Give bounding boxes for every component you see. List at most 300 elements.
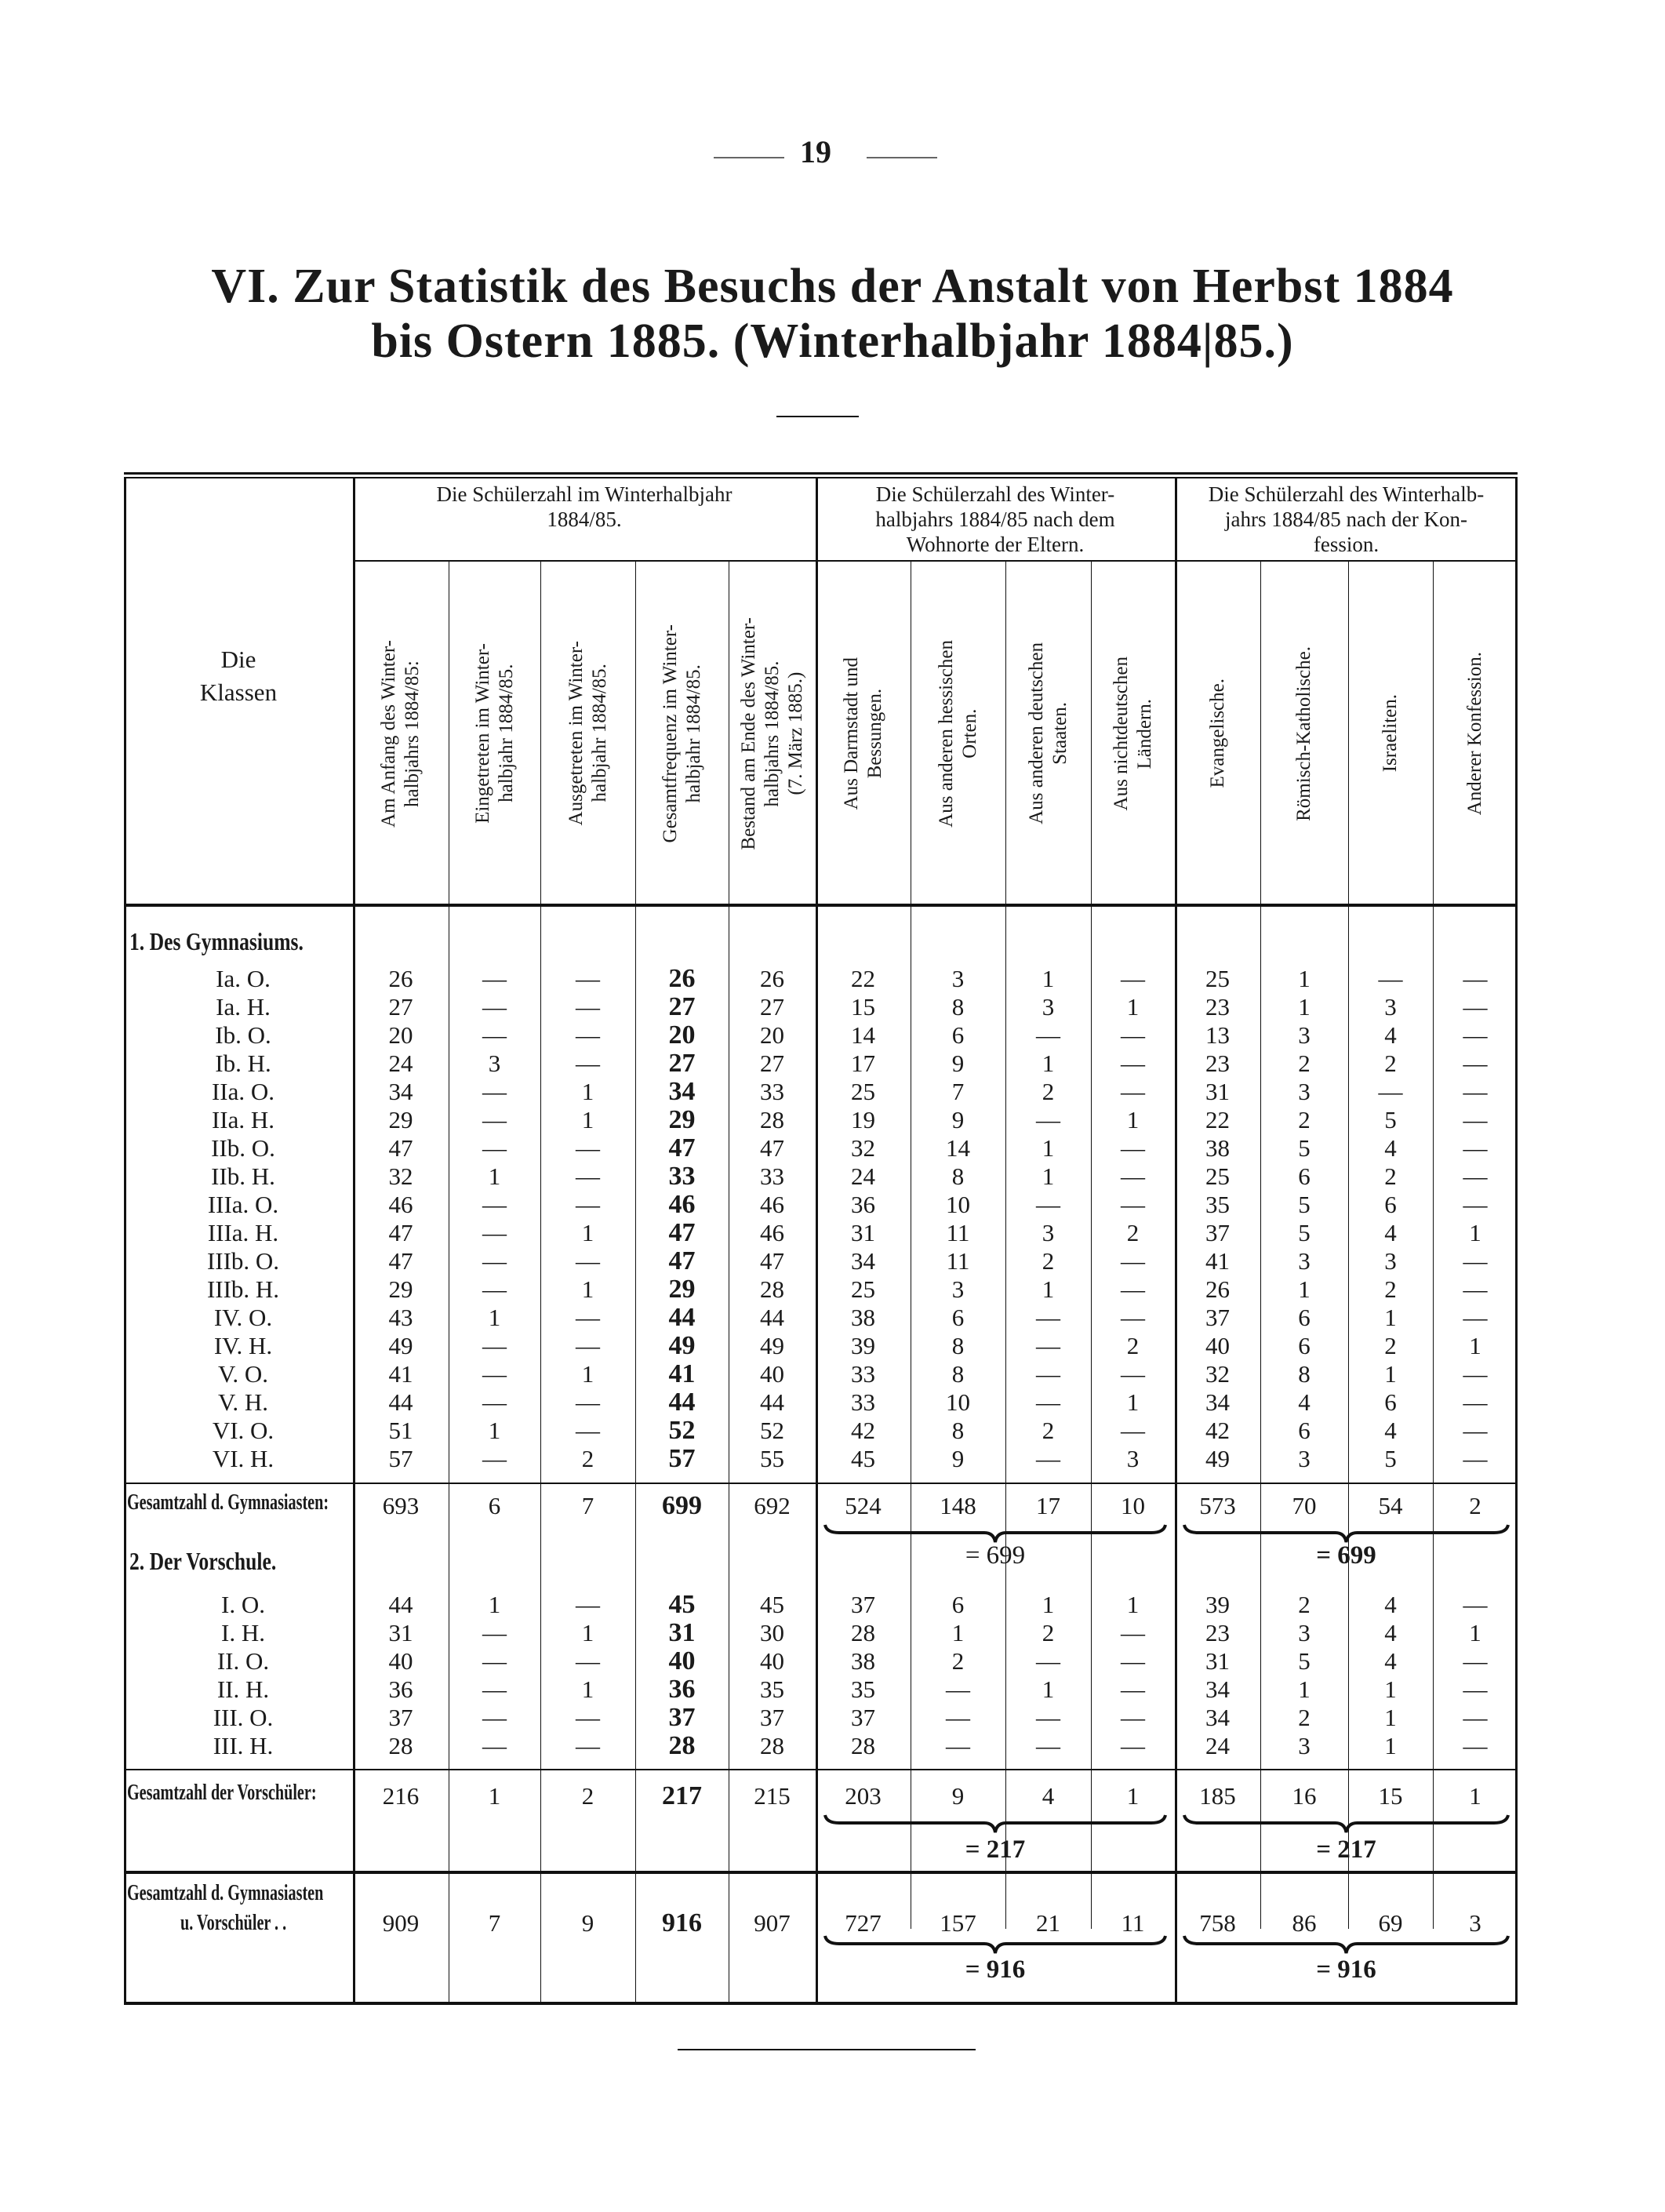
table-cell: 3: [1384, 1247, 1397, 1275]
table-cell: —: [482, 1445, 507, 1472]
table-cell: —: [1378, 965, 1403, 992]
column-divider: [1433, 1874, 1434, 1929]
table-cell: 1: [581, 1219, 594, 1246]
table-cell: 2: [1384, 1162, 1397, 1190]
table-cell: —: [1121, 1050, 1145, 1077]
table-cell: 215: [754, 1782, 791, 1810]
table-cell: 46: [760, 1219, 784, 1246]
table-cell: 44: [760, 1388, 784, 1416]
column-header: [1091, 565, 1175, 902]
table-cell: 52: [668, 1416, 696, 1445]
table-cell: 2: [1126, 1219, 1140, 1246]
class-label: Ib. O.: [215, 1021, 271, 1049]
table-cell: 2: [1469, 1492, 1481, 1519]
table-cell: —: [576, 1134, 600, 1162]
table-cell: 34: [1205, 1675, 1230, 1703]
table-cell: 909: [382, 1909, 420, 1937]
table-cell: —: [482, 1134, 507, 1162]
table-cell: —: [482, 1732, 507, 1759]
table-cell: —: [1121, 1134, 1145, 1162]
table-cell: —: [576, 1388, 600, 1416]
table-cell: 27: [760, 993, 784, 1021]
table-cell: 1: [488, 1591, 501, 1618]
table-cell: 31: [668, 1618, 696, 1647]
table-cell: 11: [1121, 1909, 1145, 1937]
column-header: [353, 565, 449, 902]
table-cell: —: [1463, 1021, 1488, 1049]
table-cell: 1: [581, 1360, 594, 1388]
table-cell: 47: [760, 1134, 784, 1162]
table-cell: 38: [1205, 1134, 1230, 1162]
table-cell: 29: [388, 1106, 413, 1133]
table-cell: 1: [581, 1619, 594, 1646]
table-cell: 38: [851, 1647, 875, 1675]
table-cell: 86: [1292, 1909, 1317, 1937]
table-cell: —: [1463, 1106, 1488, 1133]
column-divider: [1260, 1874, 1261, 1929]
table-cell: 23: [1205, 1619, 1230, 1646]
table-cell: 2: [581, 1445, 594, 1472]
table-cell: 3: [1298, 1732, 1311, 1759]
table-cell: 28: [760, 1275, 784, 1303]
table-cell: —: [482, 1360, 507, 1388]
table-cell: 2: [1042, 1417, 1055, 1444]
table-cell: 36: [851, 1191, 875, 1218]
table-cell: 69: [1378, 1909, 1403, 1937]
table-cell: 37: [851, 1704, 875, 1731]
table-cell: 1: [1042, 1050, 1055, 1077]
column-header-label: Am Anfang des Winter- halbjahrs 1884/85:: [378, 639, 423, 828]
table-cell: 37: [388, 1704, 413, 1731]
table-cell: —: [576, 1732, 600, 1759]
table-cell: 1: [1469, 1219, 1481, 1246]
table-cell: 25: [1205, 965, 1230, 992]
table-cell: 1: [1384, 1675, 1397, 1703]
table-cell: —: [1463, 1675, 1488, 1703]
table-cell: 5: [1298, 1647, 1311, 1675]
column-header-label: Anderer Konfession.: [1464, 651, 1485, 816]
table-cell: 13: [1205, 1021, 1230, 1049]
table-cell: 1: [1384, 1732, 1397, 1759]
table-cell: 5: [1298, 1191, 1311, 1218]
brace-icon: [823, 1934, 1167, 1955]
table-cell: 2: [581, 1782, 594, 1810]
class-label: VI. H.: [212, 1445, 274, 1472]
table-cell: 52: [760, 1417, 784, 1444]
table-cell: 24: [851, 1162, 875, 1190]
table-cell: —: [482, 1078, 507, 1105]
table-cell: 2: [1042, 1247, 1055, 1275]
class-label: Ib. H.: [215, 1050, 271, 1077]
table-cell: —: [482, 1106, 507, 1133]
table-cell: 1: [1042, 1675, 1055, 1703]
table-cell: 8: [951, 993, 965, 1021]
table-cell: 49: [1205, 1445, 1230, 1472]
table-cell: 46: [388, 1191, 413, 1218]
class-label: IIIa. H.: [207, 1219, 279, 1246]
column-header-label: Bestand am Ende des Winter- halbjahrs 1884/85. (7. März 1885.): [737, 617, 806, 850]
column-header: [1175, 565, 1260, 902]
class-label: I. H.: [221, 1619, 265, 1646]
table-cell: 28: [668, 1731, 696, 1760]
table-cell: 1: [581, 1675, 594, 1703]
table-cell: —: [1121, 1191, 1145, 1218]
table-cell: 11: [946, 1247, 970, 1275]
table-cell: —: [1463, 965, 1488, 992]
table-cell: —: [482, 1219, 507, 1246]
table-cell: 9: [951, 1445, 965, 1472]
table-cell: —: [482, 1021, 507, 1049]
table-cell: 30: [760, 1619, 784, 1646]
table-cell: 20: [668, 1021, 696, 1050]
column-group-header: Die Schülerzahl im Winterhalbjahr 1884/85.: [436, 482, 733, 531]
table-cell: 26: [1205, 1275, 1230, 1303]
table-cell: —: [1463, 1304, 1488, 1331]
table-cell: 1: [1298, 965, 1311, 992]
column-divider: [1348, 1874, 1349, 1929]
table-cell: 3: [1384, 993, 1397, 1021]
table-cell: 2: [1384, 1332, 1397, 1359]
table-cell: 6: [951, 1591, 965, 1618]
table-cell: —: [1121, 1021, 1145, 1049]
table-cell: 23: [1205, 993, 1230, 1021]
table-cell: —: [1463, 993, 1488, 1021]
table-cell: —: [1036, 1106, 1060, 1133]
table-cell: 40: [668, 1646, 696, 1675]
class-label: Ia. O.: [216, 965, 271, 992]
table-cell: 23: [1205, 1050, 1230, 1077]
table-cell: 9: [951, 1106, 965, 1133]
section-label: 2. Der Vorschule.: [129, 1547, 277, 1575]
table-cell: 1: [1384, 1304, 1397, 1331]
table-cell: 26: [388, 965, 413, 992]
table-cell: 37: [668, 1703, 696, 1732]
class-label: IIIb. O.: [206, 1247, 280, 1275]
table-cell: 49: [760, 1332, 784, 1359]
table-cell: 31: [1205, 1078, 1230, 1105]
table-cell: 25: [851, 1078, 875, 1105]
class-label: V. O.: [217, 1360, 269, 1388]
table-cell: 7: [581, 1492, 594, 1519]
table-cell: —: [576, 1304, 600, 1331]
table-cell: 1: [581, 1078, 594, 1105]
header-bottom-rule: [124, 904, 1518, 907]
column-divider: [1091, 1874, 1092, 1929]
table-cell: 22: [1205, 1106, 1230, 1133]
table-cell: —: [1463, 1247, 1488, 1275]
table-cell: 25: [851, 1275, 875, 1303]
column-header-label: Eingetreten im Winter- halbjahr 1884/85.: [471, 643, 517, 824]
table-cell: 2: [1298, 1704, 1311, 1731]
table-cell: 40: [760, 1360, 784, 1388]
table-cell: 32: [1205, 1360, 1230, 1388]
table-cell: 37: [1205, 1304, 1230, 1331]
grand-total-label: Gesamtzahl d. Gymnasiasten: [127, 1881, 324, 1905]
column-header: [729, 565, 816, 902]
class-label: V. H.: [217, 1388, 269, 1416]
table-cell: —: [1463, 1360, 1488, 1388]
table-cell: —: [1463, 1732, 1488, 1759]
table-cell: —: [576, 965, 600, 992]
table-cell: —: [1121, 1647, 1145, 1675]
table-cell: 43: [388, 1304, 413, 1331]
table-cell: 49: [388, 1332, 413, 1359]
class-label: IIa. H.: [211, 1106, 275, 1133]
table-cell: 57: [668, 1444, 696, 1473]
table-cell: 1: [1469, 1619, 1481, 1646]
table-cell: 1: [1042, 965, 1055, 992]
column-header-label: Aus anderen deutschen Staaten.: [1025, 642, 1071, 824]
table-cell: —: [946, 1732, 970, 1759]
table-cell: 8: [951, 1360, 965, 1388]
table-cell: 55: [760, 1445, 784, 1472]
table-cell: 157: [940, 1909, 976, 1937]
table-cell: 2: [1384, 1275, 1397, 1303]
table-cell: 1: [1469, 1782, 1481, 1810]
table-cell: —: [576, 1647, 600, 1675]
table-cell: 6: [1384, 1191, 1397, 1218]
column-header-label: Aus anderen hessischen Orten.: [935, 639, 980, 828]
table-cell: 37: [1205, 1219, 1230, 1246]
table-cell: 36: [388, 1675, 413, 1703]
table-cell: 40: [1205, 1332, 1230, 1359]
confession-brace: [1183, 1934, 1510, 1955]
class-label: IIa. O.: [211, 1078, 275, 1105]
table-cell: 33: [760, 1162, 784, 1190]
table-cell: 33: [851, 1388, 875, 1416]
table-cell: 47: [388, 1134, 413, 1162]
table-cell: 4: [1384, 1219, 1397, 1246]
table-cell: —: [482, 1275, 507, 1303]
table-cell: 3: [1042, 1219, 1055, 1246]
column-header-label: Aus nichtdeutschen Ländern.: [1110, 656, 1155, 811]
table-cell: 9: [581, 1909, 594, 1937]
table-cell: 3: [1298, 1247, 1311, 1275]
table-cell: 26: [760, 965, 784, 992]
table-cell: —: [1121, 1304, 1145, 1331]
table-bottom-rule: [124, 2002, 1518, 2005]
table-cell: 19: [851, 1106, 875, 1133]
table-cell: 28: [760, 1106, 784, 1133]
column-header: [911, 565, 1005, 902]
table-cell: 8: [951, 1417, 965, 1444]
class-label: IIIb. H.: [206, 1275, 280, 1303]
class-label: VI. O.: [212, 1417, 274, 1444]
title-line-1: VI. Zur Statistik des Besuchs der Anstalt von Herbst 1884: [211, 260, 1454, 313]
table-cell: 203: [845, 1782, 882, 1810]
table-cell: —: [1463, 1445, 1488, 1472]
table-top-rule-inner: [124, 477, 1518, 478]
sum-value: = 217: [965, 1835, 1026, 1864]
column-header: [449, 565, 540, 902]
table-cell: —: [1036, 1021, 1060, 1049]
column-header: [1260, 565, 1348, 902]
table-cell: 28: [760, 1732, 784, 1759]
table-cell: 5: [1384, 1106, 1397, 1133]
table-cell: 727: [845, 1909, 882, 1937]
title-line-2: bis Ostern 1885. (Winterhalbjahr 1884|85.): [371, 315, 1294, 368]
table-cell: —: [1121, 1619, 1145, 1646]
table-cell: —: [1036, 1388, 1060, 1416]
residence-brace: [823, 1814, 1167, 1834]
table-cell: 1: [488, 1782, 501, 1810]
column-group-header: Die Schülerzahl des Winterhalb- jahrs 1884/85 nach der Kon- fession.: [1208, 482, 1485, 556]
table-cell: —: [1463, 1388, 1488, 1416]
column-header: [540, 565, 635, 902]
table-cell: 3: [1042, 993, 1055, 1021]
table-cell: 5: [1298, 1134, 1311, 1162]
sum-value: = 916: [1316, 1956, 1376, 1984]
table-cell: 47: [388, 1247, 413, 1275]
table-cell: —: [1463, 1078, 1488, 1105]
table-cell: 3: [1298, 1445, 1311, 1472]
table-cell: 7: [951, 1078, 965, 1105]
table-cell: 35: [1205, 1191, 1230, 1218]
table-cell: —: [576, 993, 600, 1021]
table-cell: 24: [388, 1050, 413, 1077]
table-cell: 31: [388, 1619, 413, 1646]
column-header-label: Ausgetreten im Winter- halbjahr 1884/85.: [565, 641, 610, 826]
table-cell: —: [1121, 1078, 1145, 1105]
table-cell: 29: [388, 1275, 413, 1303]
table-cell: 6: [1298, 1417, 1311, 1444]
column-header: [1005, 565, 1091, 902]
table-cell: 49: [668, 1331, 696, 1360]
table-cell: 6: [1298, 1162, 1311, 1190]
total-label: Gesamtzahl d. Gymnasiasten:: [127, 1490, 329, 1515]
brace-icon: [823, 1814, 1167, 1834]
class-label: II. H.: [216, 1675, 270, 1703]
table-cell: 44: [668, 1303, 696, 1332]
table-cell: —: [482, 1647, 507, 1675]
table-cell: —: [1121, 1247, 1145, 1275]
table-cell: —: [1378, 1078, 1403, 1105]
table-cell: 21: [1036, 1909, 1060, 1937]
table-cell: 33: [851, 1360, 875, 1388]
confession-brace: [1183, 1814, 1510, 1834]
table-cell: 2: [951, 1647, 965, 1675]
column-divider: [1005, 1874, 1006, 1929]
residence-brace: [823, 1934, 1167, 1955]
table-cell: 25: [1205, 1162, 1230, 1190]
table-cell: 1: [1384, 1360, 1397, 1388]
table-cell: 4: [1384, 1647, 1397, 1675]
table-cell: 692: [754, 1492, 791, 1519]
column-group-header: Die Schülerzahl des Winter- halbjahrs 1884/85 nach dem Wohnorte der Eltern.: [875, 482, 1115, 556]
table-cell: 14: [946, 1134, 970, 1162]
table-cell: 2: [1126, 1332, 1140, 1359]
table-cell: 148: [940, 1492, 976, 1519]
table-cell: —: [576, 1021, 600, 1049]
table-cell: 20: [388, 1021, 413, 1049]
table-cell: 3: [488, 1050, 501, 1077]
table-cell: —: [576, 1704, 600, 1731]
table-cell: —: [1463, 1417, 1488, 1444]
table-cell: —: [576, 1247, 600, 1275]
class-label: IV. O.: [213, 1304, 273, 1331]
column-header: [816, 565, 911, 902]
table-cell: 1: [1298, 1675, 1311, 1703]
class-label: IV. H.: [213, 1332, 273, 1359]
table-cell: 47: [760, 1247, 784, 1275]
column-header-label: Aus Darmstadt und Bessungen.: [840, 657, 885, 810]
sum-value: = 699: [965, 1541, 1026, 1570]
table-cell: —: [482, 1388, 507, 1416]
table-cell: 1: [1126, 1782, 1140, 1810]
sum-value: = 699: [1316, 1541, 1376, 1570]
table-cell: 26: [668, 964, 696, 993]
table-cell: 6: [1298, 1332, 1311, 1359]
table-cell: 4: [1298, 1388, 1311, 1416]
table-cell: 6: [1298, 1304, 1311, 1331]
table-cell: 38: [851, 1304, 875, 1331]
table-cell: 3: [1469, 1909, 1481, 1937]
table-top-rule: [124, 472, 1518, 475]
sum-value: = 916: [965, 1956, 1026, 1984]
table-cell: 15: [851, 993, 875, 1021]
column-header: [1433, 565, 1518, 902]
table-cell: 1: [1042, 1134, 1055, 1162]
table-cell: —: [1463, 1162, 1488, 1190]
table-cell: 31: [851, 1219, 875, 1246]
table-cell: 33: [668, 1162, 696, 1191]
table-cell: 16: [1292, 1782, 1317, 1810]
column-divider: [540, 1874, 541, 2002]
table-cell: —: [1036, 1191, 1060, 1218]
table-cell: 54: [1378, 1492, 1403, 1519]
footer-rule: [678, 2049, 976, 2050]
table-cell: —: [946, 1704, 970, 1731]
table-cell: —: [1036, 1332, 1060, 1359]
table-cell: 1: [488, 1304, 501, 1331]
table-cell: 29: [668, 1105, 696, 1134]
table-cell: 51: [388, 1417, 413, 1444]
table-cell: 28: [851, 1732, 875, 1759]
table-cell: 3: [1298, 1619, 1311, 1646]
table-cell: 36: [668, 1675, 696, 1704]
table-cell: 5: [1298, 1219, 1311, 1246]
grand-total-rule: [124, 1871, 1518, 1874]
table-cell: 35: [851, 1675, 875, 1703]
table-cell: 916: [662, 1908, 702, 1937]
table-cell: 44: [668, 1388, 696, 1417]
table-cell: —: [576, 1591, 600, 1618]
table-cell: —: [1121, 1360, 1145, 1388]
table-cell: 70: [1292, 1492, 1317, 1519]
page-number-rule-left: [714, 157, 784, 158]
table-cell: 24: [1205, 1732, 1230, 1759]
table-cell: 42: [851, 1417, 875, 1444]
table-cell: 34: [1205, 1704, 1230, 1731]
column-header-label: Römisch-Katholische.: [1293, 646, 1314, 821]
table-cell: —: [1463, 1704, 1488, 1731]
table-cell: 39: [851, 1332, 875, 1359]
table-cell: —: [482, 993, 507, 1021]
table-cell: 41: [388, 1360, 413, 1388]
table-cell: 573: [1199, 1492, 1236, 1519]
table-cell: 6: [951, 1304, 965, 1331]
class-label: III. O.: [213, 1704, 274, 1731]
table-cell: 5: [1384, 1445, 1397, 1472]
table-cell: —: [1463, 1050, 1488, 1077]
table-cell: 693: [382, 1492, 420, 1519]
table-cell: 217: [662, 1781, 702, 1810]
table-cell: —: [1463, 1191, 1488, 1218]
table-cell: 34: [851, 1247, 875, 1275]
table-cell: 1: [1126, 1388, 1140, 1416]
table-cell: 1: [1042, 1162, 1055, 1190]
table-cell: 8: [951, 1332, 965, 1359]
